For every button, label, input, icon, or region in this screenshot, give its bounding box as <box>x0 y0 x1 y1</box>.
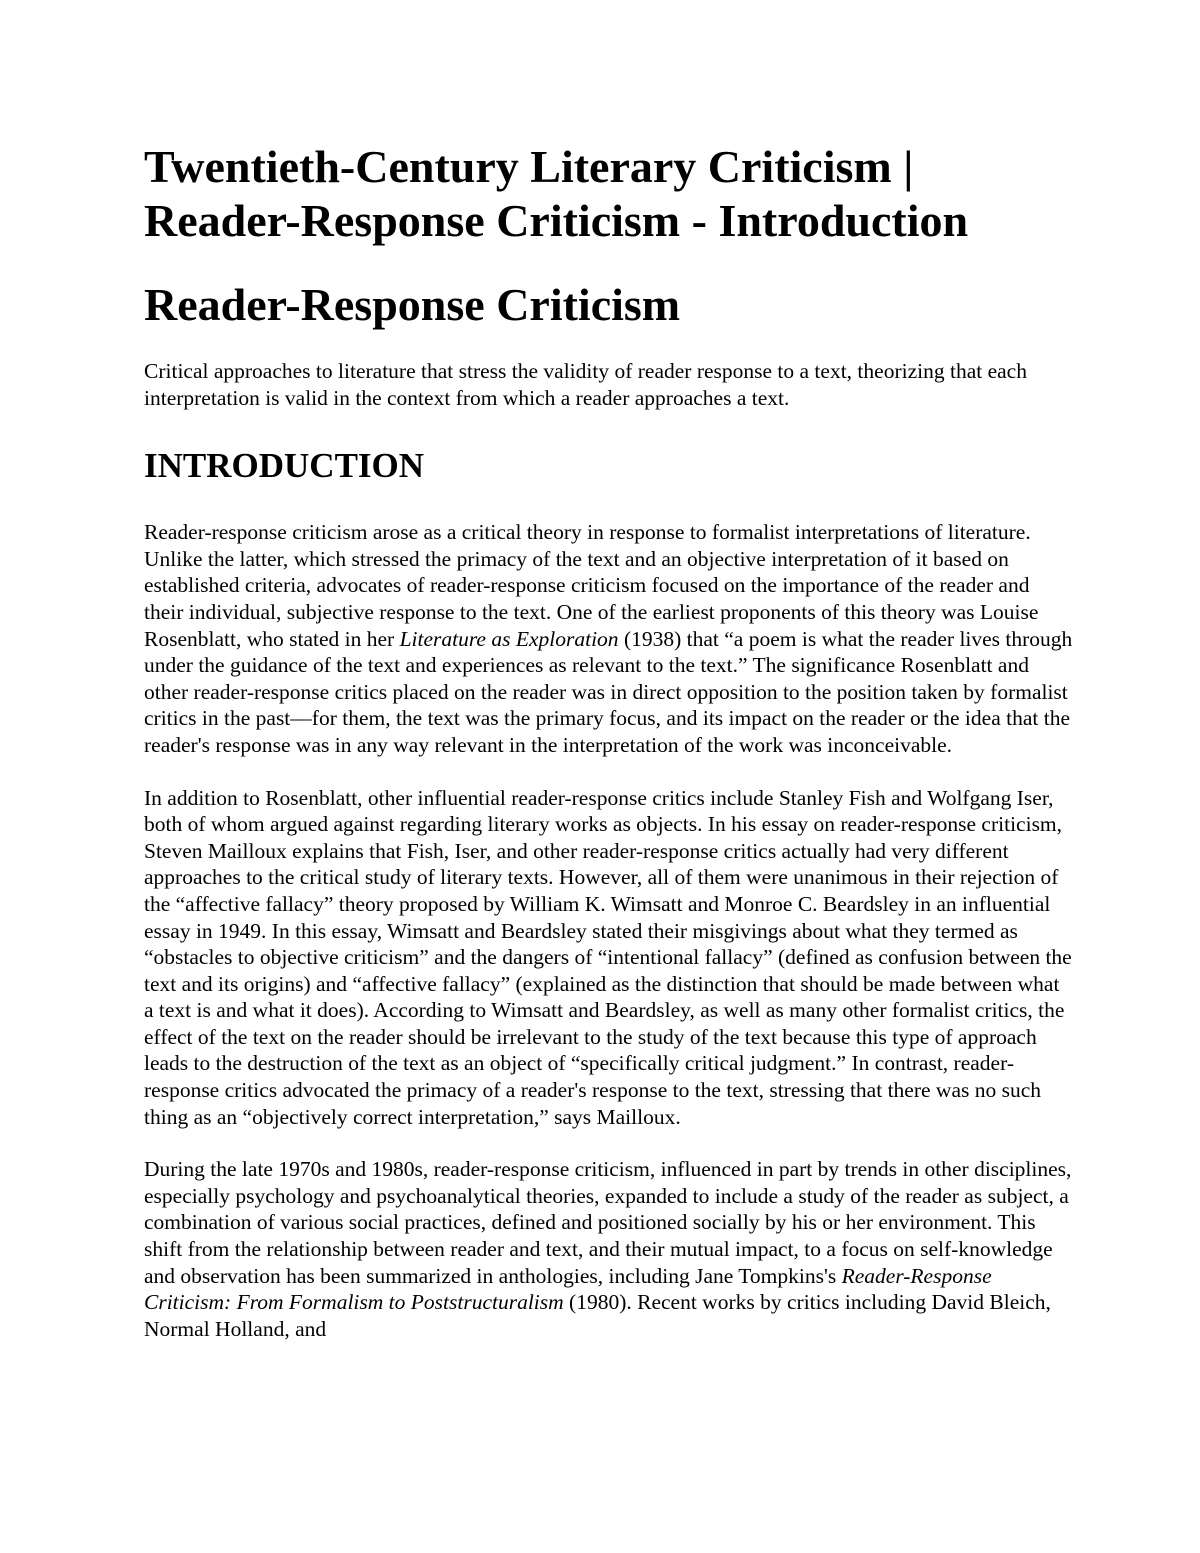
document-title <box>144 140 1074 248</box>
paragraph-1-text-a: Reader-response criticism arose as a critical theory in response to formalist interpretations of literature. Unlike the latter, which stressed the primacy of the text and an objective interpretation of it based on established criteria, advocates of reader-response criticism focused on the importance of the reader and their individual, subjective response to the text. One of the earliest proponents of this theory was Louise Rosenblatt, who stated in her <box>144 520 1039 651</box>
paragraph-3-text-a: During the late 1970s and 1980s, reader-response criticism, influenced in part by trends in other disciplines, especially psychology and psychoanalytical theories, expanded to include a study of the reader as subject, a combination of various social practices, defined and positioned socially by his or her environment. This shift from the relationship between reader and text, and their mutual impact, to a focus on self-knowledge and observation has been summarized in anthologies, including Jane Tompkins's <box>144 1157 1072 1288</box>
paragraph-3-book-title: Reader-Response Criticism: From Formalism to Poststructuralism <box>144 1263 992 1315</box>
paragraph-1-book-title: Literature as Exploration <box>399 626 619 651</box>
introduction-heading: INTRODUCTION <box>144 446 425 486</box>
document-title-line-1: Twentieth-Century Literary Criticism | <box>144 141 914 192</box>
document-title-line-2: Reader-Response Criticism - Introduction <box>144 195 969 246</box>
summary-paragraph: Critical approaches to literature that stress the validity of reader response to a text, theorizing that each interpretation is valid in the context from which a reader approaches a text. <box>144 359 1027 410</box>
paragraph-1 <box>144 519 1074 758</box>
paragraph-3-text-b: (1980). Recent works by critics including David Bleich, Normal Holland, and <box>144 1290 1051 1341</box>
paragraph-1-text-b: (1938) that “a poem is what the reader lives through under the guidance of the text and experiences as relevant to the text.” The significance Rosenblatt and other reader-response critics placed on the reader was in direct opposition to the position taken by formalist critics in the past—for them, the text was the primary focus, and its impact on the reader or the idea that the reader's response was in any way relevant in the interpretation of the work was inconceivable. <box>144 626 1073 757</box>
paragraph-2: In addition to Rosenblatt, other influential reader-response critics include Stanley Fish and Wolfgang Iser, both of whom argued against regarding literary works as objects. In his essay on reader-response criticism, Steven Mailloux explains that Fish, Iser, and other reader-response critics actually had very different approaches to the critical study of literary texts. However, all of them were unanimous in their rejection of the “affective fallacy” theory proposed by William K. Wimsatt and Monroe C. Beardsley in an influential essay in 1949. In this essay, Wimsatt and Beardsley stated their misgivings about what they termed as “obstacles to objective criticism” and the dangers of “intentional fallacy” (defined as confusion between the text and its origins) and “affective fallacy” (explained as the distinction that should be made between what a text is and what it does). According to Wimsatt and Beardsley, as well as many other formalist critics, the effect of the text on the reader should be irrelevant to the study of the text because this type of approach leads to the destruction of the text as an object of “specifically critical judgment.” In contrast, reader-response critics advocated the primacy of a reader's response to the text, stressing that there was no such thing as an “objectively correct interpretation,” says Mailloux. <box>144 785 1072 1129</box>
section-title: Reader-Response Criticism <box>144 279 681 330</box>
paragraph-3 <box>144 1156 1074 1342</box>
document-page <box>144 140 1074 1342</box>
